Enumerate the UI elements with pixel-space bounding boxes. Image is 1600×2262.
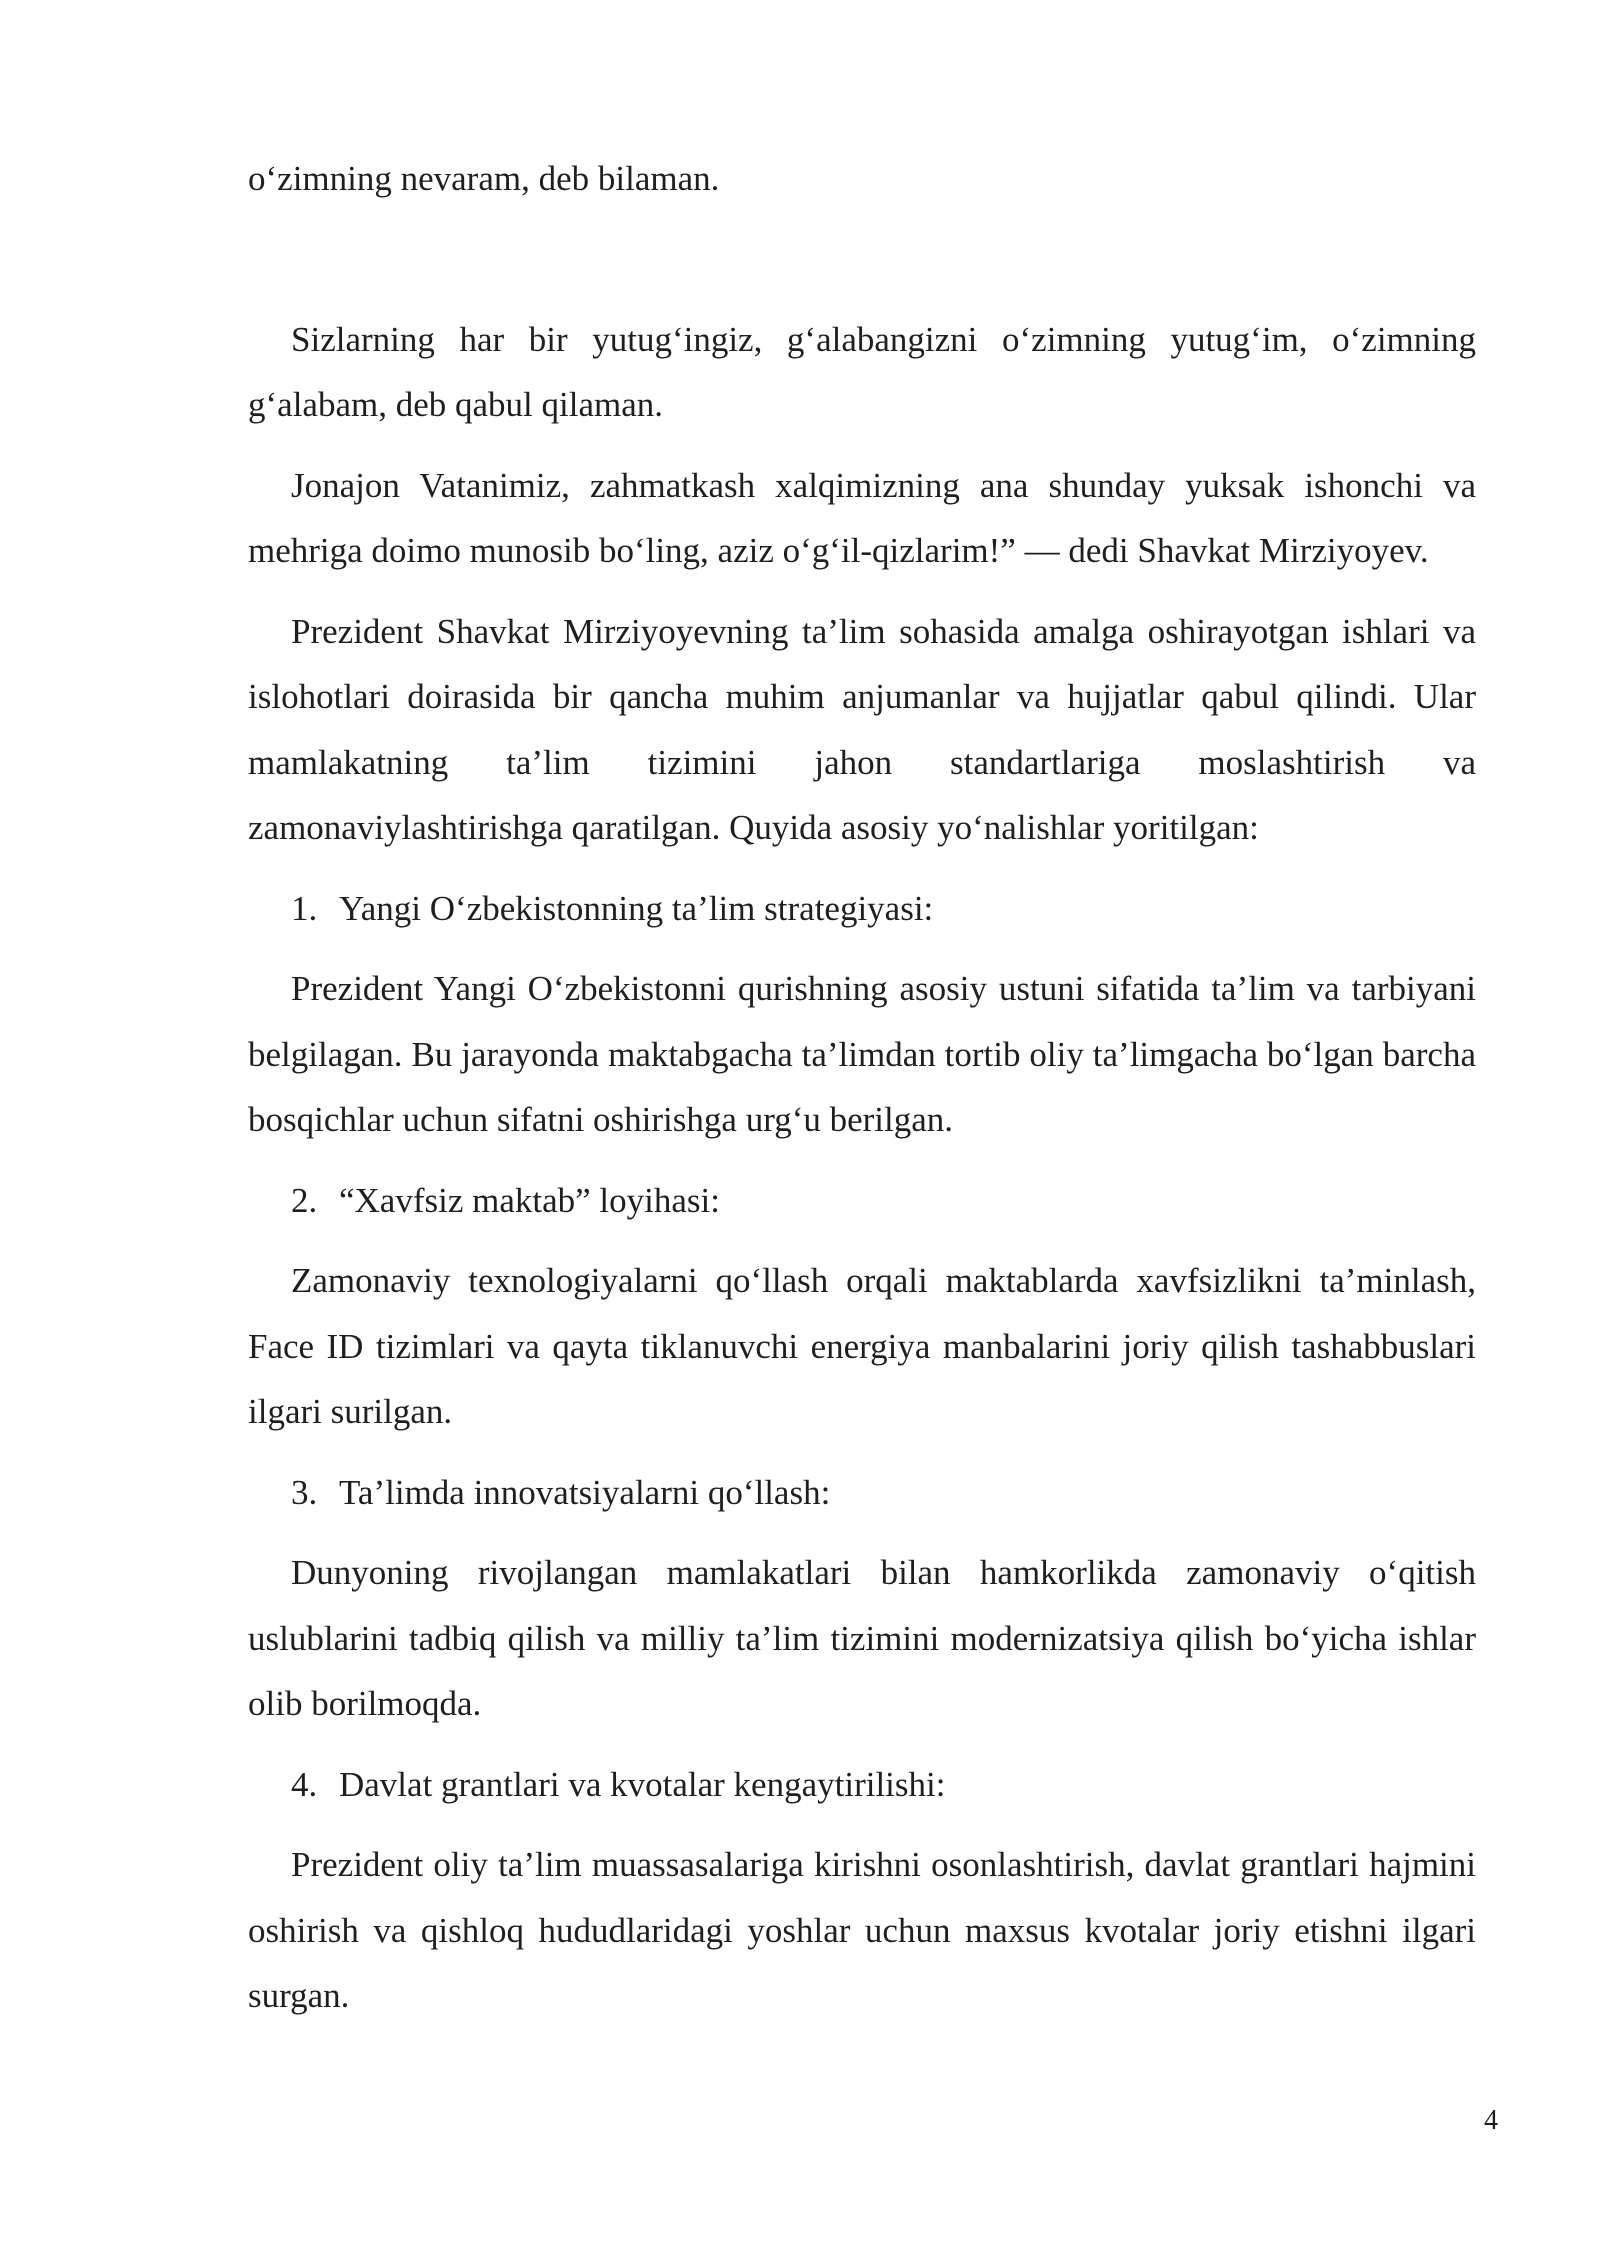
list-heading-text: Ta’limda innovatsiyalarni qo‘llash:: [339, 1472, 831, 1512]
list-item-heading: [248, 876, 1476, 942]
list-number: 3.: [291, 1472, 318, 1512]
section-body: Prezident Yangi O‘zbekistonni qurishning asosiy ustuni sifatida ta’lim va tarbiyani belgilagan. Bu jarayonda maktabgacha ta’limdan tortib oliy ta’limgacha bo‘lgan barcha bosqichlar uchun sifatni oshirishga urg‘u berilgan.: [248, 969, 1476, 1139]
page-body: [248, 146, 1476, 2029]
paragraph-continuation: o‘zimning nevaram, deb bilaman.: [248, 159, 720, 198]
paragraph: Prezident Shavkat Mirziyoyevning ta’lim sohasida amalga oshirayotgan ishlari va islohotlari doirasida bir qancha muhim anjumanlar va hujjatlar qabul qilindi. Ular mamlakatning ta’lim tizimini jahon standartlariga moslashtirish va zamonaviylashtirishga qaratilgan. Quyida asosiy yo‘nalishlar yoritilgan:: [248, 611, 1476, 847]
section-body: Prezident oliy ta’lim muassasalariga kirishni osonlashtirish, davlat grantlari hajmini oshirish va qishloq hududlaridagi yoshlar uchun maxsus kvotalar joriy etishni ilgari surgan.: [248, 1845, 1476, 2015]
list-heading-text: Davlat grantlari va kvotalar kengaytirilishi:: [339, 1764, 946, 1804]
list-number: 1.: [291, 888, 318, 928]
section-body: Zamonaviy texnologiyalarni qo‘llash orqali maktablarda xavfsizlikni ta’minlash, Face ID tizimlari va qayta tiklanuvchi energiya manbalarini joriy qilish tashabbuslari ilgari surilgan.: [248, 1261, 1476, 1431]
list-item-heading: [248, 1752, 1476, 1818]
page-number: 4: [1484, 2105, 1498, 2136]
list-heading-text: “Xavfsiz maktab” loyihasi:: [339, 1180, 720, 1220]
list-heading-text: Yangi O‘zbekistonning ta’lim strategiyasi:: [339, 888, 934, 928]
section-body: Dunyoning rivojlangan mamlakatlari bilan hamkorlikda zamonaviy o‘qitish uslublarini tadbiq qilish va milliy ta’lim tizimini modernizatsiya qilish bo‘yicha ishlar olib borilmoqda.: [248, 1553, 1476, 1723]
list-item-heading: [248, 1168, 1476, 1234]
paragraph: Sizlarning har bir yutug‘ingiz, g‘alabangizni o‘zimning yutug‘im, o‘zimning g‘alabam, deb qabul qilaman.: [248, 319, 1476, 424]
list-number: 4.: [291, 1764, 318, 1804]
list-number: 2.: [291, 1180, 318, 1220]
list-item-heading: [248, 1460, 1476, 1526]
paragraph: Jonajon Vatanimiz, zahmatkash xalqimizning ana shunday yuksak ishonchi va mehriga doimo munosib bo‘ling, aziz o‘g‘il-qizlarim!” — dedi Shavkat Mirziyoyev.: [248, 465, 1476, 570]
